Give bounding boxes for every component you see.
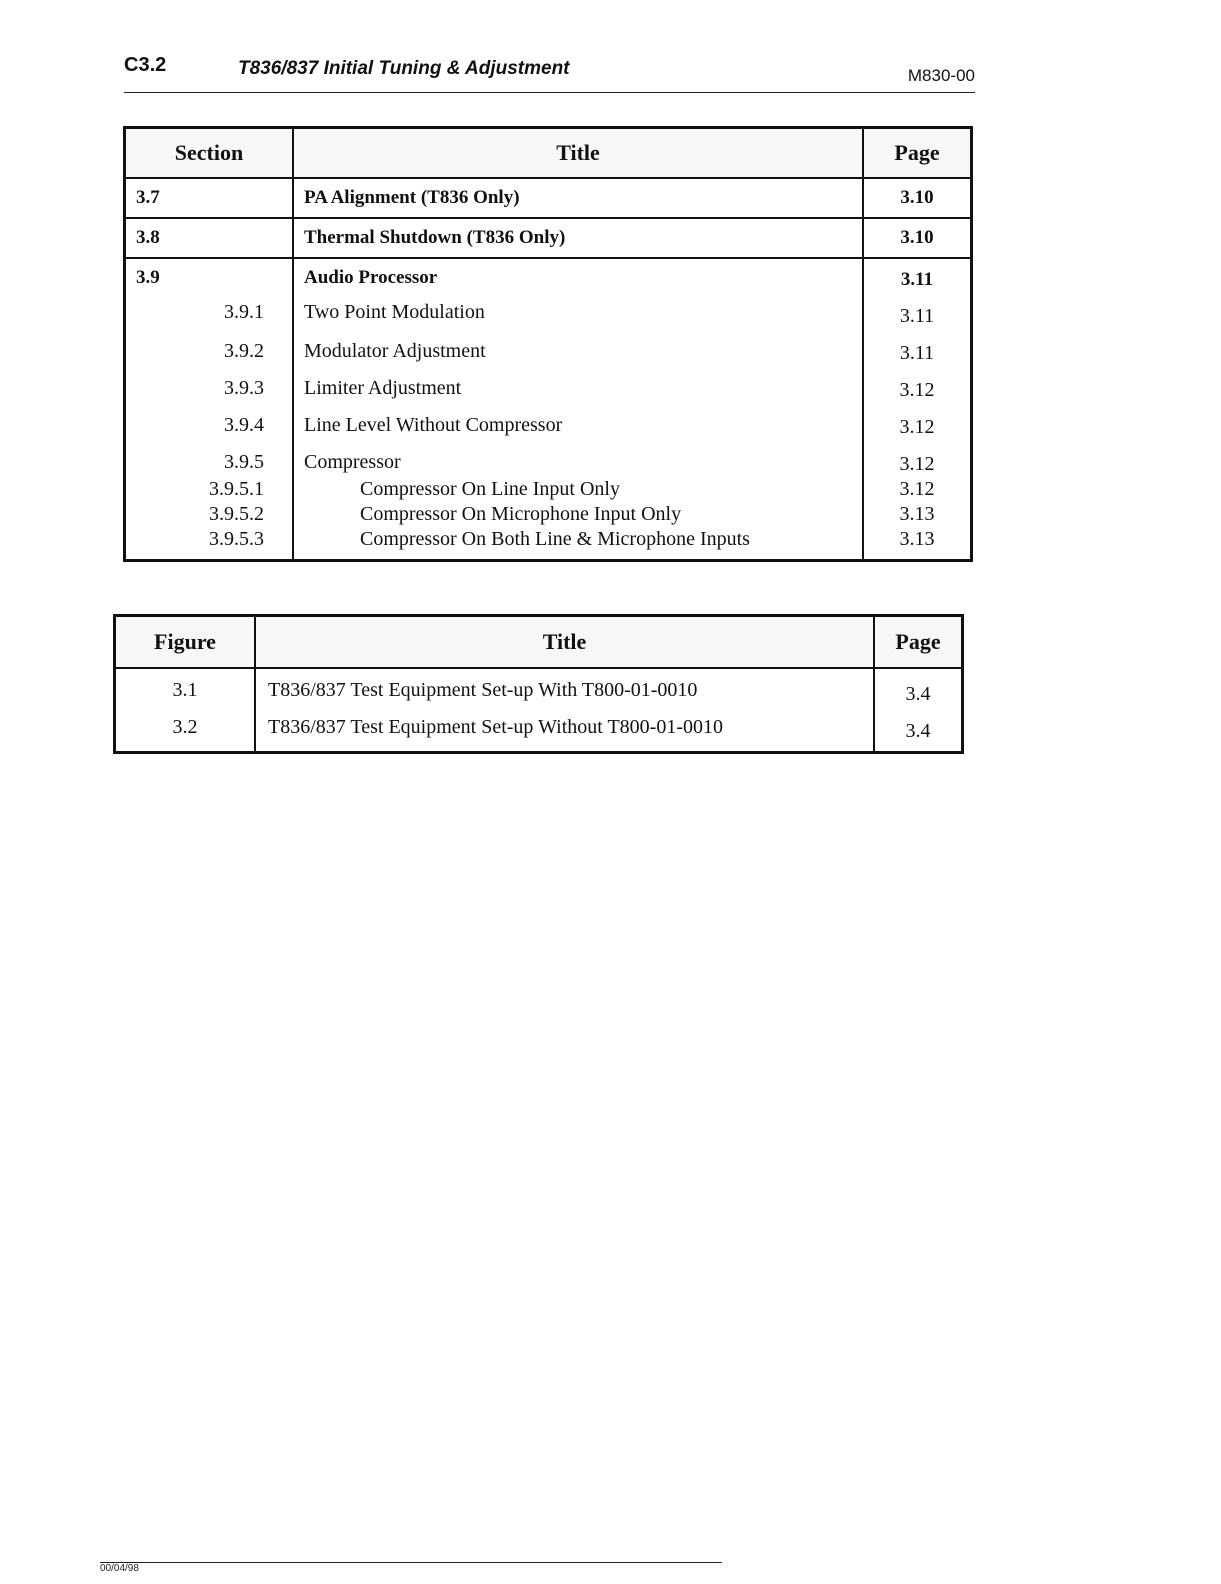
table-row	[125, 476, 972, 501]
footer-date: 00/04/98	[100, 1563, 139, 1571]
page-header	[124, 48, 975, 93]
table-row	[125, 402, 972, 439]
section-number: 3.8	[125, 218, 294, 258]
section-title: Modulator Adjustment	[293, 328, 863, 365]
section-number: 3.9.5.1	[125, 476, 294, 501]
page-number: 3.12	[863, 476, 972, 501]
section-title: Two Point Modulation	[293, 291, 863, 328]
table-row	[125, 258, 972, 291]
section-column-header: Section	[125, 128, 294, 179]
title-column-header: Title	[255, 616, 874, 669]
section-title: Compressor On Both Line & Microphone Inputs	[293, 526, 863, 561]
figure-number: 3.2	[115, 706, 256, 753]
header-doc-code: M830-00	[907, 66, 975, 85]
page-number: 3.10	[863, 178, 972, 218]
section-number: 3.9.5	[125, 439, 294, 476]
page-number: 3.4	[874, 668, 963, 706]
section-number: 3.9.1	[125, 291, 294, 328]
figures-table	[113, 614, 964, 754]
section-title: Audio Processor	[293, 258, 863, 291]
section-number: 3.9.5.2	[125, 501, 294, 526]
section-number: 3.9.2	[125, 328, 294, 365]
figure-title: T836/837 Test Equipment Set-up Without T800-01-0010	[255, 706, 874, 753]
section-number: 3.9.5.3	[125, 526, 294, 561]
page-number: 3.11	[863, 328, 972, 365]
figure-title: T836/837 Test Equipment Set-up With T800-01-0010	[255, 668, 874, 706]
figure-number: 3.1	[115, 668, 256, 706]
section-title: Compressor On Microphone Input Only	[293, 501, 863, 526]
title-column-header: Title	[293, 128, 863, 179]
sections-header-row	[125, 128, 972, 179]
sections-table	[123, 126, 973, 562]
table-row	[125, 526, 972, 561]
page-number: 3.10	[863, 218, 972, 258]
table-row	[115, 668, 963, 706]
header-section-number: C3.2	[124, 54, 167, 76]
page-number: 3.11	[863, 258, 972, 291]
table-row	[125, 291, 972, 328]
page-number: 3.12	[863, 402, 972, 439]
page-number: 3.12	[863, 439, 972, 476]
table-row	[125, 439, 972, 476]
table-row	[125, 365, 972, 402]
section-title: PA Alignment (T836 Only)	[293, 178, 863, 218]
footer-rule	[100, 1562, 722, 1563]
figures-header-row	[115, 616, 963, 669]
section-number: 3.9.4	[125, 402, 294, 439]
table-row	[125, 178, 972, 218]
section-number: 3.9	[125, 258, 294, 291]
section-title: Thermal Shutdown (T836 Only)	[293, 218, 863, 258]
section-number: 3.7	[125, 178, 294, 218]
page-column-header: Page	[874, 616, 963, 669]
section-number: 3.9.3	[125, 365, 294, 402]
section-title: Limiter Adjustment	[293, 365, 863, 402]
page-number: 3.13	[863, 501, 972, 526]
table-row	[125, 501, 972, 526]
table-row	[125, 328, 972, 365]
page-number: 3.11	[863, 291, 972, 328]
table-row	[115, 706, 963, 753]
page-number: 3.13	[863, 526, 972, 561]
section-title: Compressor	[293, 439, 863, 476]
page-number: 3.12	[863, 365, 972, 402]
section-title: Line Level Without Compressor	[293, 402, 863, 439]
page-column-header: Page	[863, 128, 972, 179]
page-number: 3.4	[874, 706, 963, 753]
table-row	[125, 218, 972, 258]
figure-column-header: Figure	[115, 616, 256, 669]
section-title: Compressor On Line Input Only	[293, 476, 863, 501]
header-title: T836/837 Initial Tuning & Adjustment	[238, 58, 570, 79]
